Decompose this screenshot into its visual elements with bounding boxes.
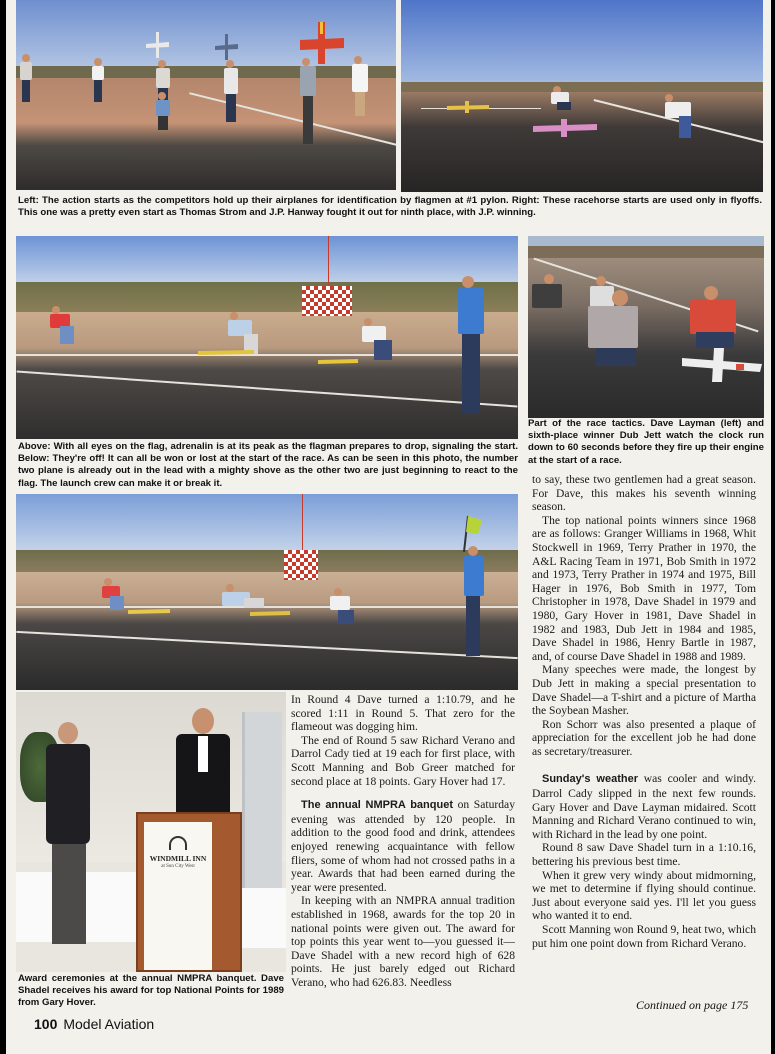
- paragraph: Many speeches were made, the longest by Dub Jett in making a special presentation to Dave Shadel—a T-shirt and a picture of Martha the Soybean Masher.: [532, 663, 756, 718]
- model-plane-icon: [196, 344, 256, 360]
- magazine-page: [6, 0, 771, 1054]
- model-plane-icon: [298, 20, 346, 66]
- model-plane-icon: [142, 30, 172, 60]
- paragraph-lead: Sunday's weather: [542, 773, 638, 786]
- paragraph: to say, these two gentlemen had a great season. For Dave, this makes his seventh winning season.: [532, 473, 756, 514]
- model-plane-icon: [316, 354, 360, 368]
- page-number: 100: [34, 1016, 58, 1032]
- model-plane-icon: [531, 118, 599, 138]
- caption-race-tactics: Part of the race tactics. Dave Layman (left) and sixth-place winner Dub Jett watch the clock run down to 60 seconds before they fire up their engine at the start of a race.: [528, 418, 764, 466]
- paragraph: Scott Manning won Round 9, heat two, which put him one point down from Richard Verano.: [532, 923, 756, 950]
- photo-flagmen-pylon: [16, 0, 396, 190]
- start-checker-board: [284, 550, 318, 580]
- paragraph: The top national points winners since 1968 are as follows: Granger Williams in 1968, Whit Stockwell in 1969, Terry Prather in 1970, the A&L Racing Team in 1971, Bob Smith in 1972 and 1973, Terry Prather in 1974 and 1975, Bill Hager in 1976, Bob Smith in 1977, Tom Christopher in 1978, Dave Shadel in 1979 and 1980, Gary Hover in 1981, Dave Shadel in 1982 and 1983, Dub Jett in 1984 and 1985, Dave Shadel in 1986, Henry Bartle in 1987, and, of course Dave Shadel in 1988 and 1989.: [532, 513, 756, 663]
- continued-note: Continued on page 175: [636, 998, 749, 1012]
- caption-top-photos: Left: The action starts as the competitors hold up their airplanes for identification by flagmen at #1 pylon. Right: These racehorse starts are used only in flyoffs. This one was a pretty even start as Thomas Strom and J.P. Hanway fought it out for ninth place, with J.P. winning.: [18, 195, 762, 219]
- model-plane-icon: [248, 606, 292, 620]
- model-plane-icon: [211, 32, 241, 62]
- paragraph: Ron Schorr was also presented a plaque of appreciation for the excellent job he had done as secretary/treasurer.: [532, 717, 756, 758]
- photo-race-tactics: [528, 236, 764, 418]
- paragraph-sunday: Sunday's weather was cooler and windy. Darrol Cady slipped in the next few rounds. Gary Hover and Dave Layman midaired. Scott Manning and Richard Verano continued to win, with Richard in the lead by one point.: [532, 772, 756, 841]
- paragraph: In Round 4 Dave turned a 1:10.79, and he scored 1:11 in Round 5. That zero for the flameout was dogging him.: [291, 693, 515, 734]
- podium-sign-title: WINDMILL INN: [149, 854, 207, 863]
- podium-sign-subtitle: at Sun City West: [161, 864, 195, 869]
- page-folio: [34, 1016, 154, 1032]
- flag-icon: [460, 512, 484, 552]
- paragraph: In keeping with an NMPRA annual tradition established in 1968, awards for the top 20 in national points were given out. The award for top points this year went to—you guessed it—Dave Shadel with a new record high of 628 points. He just barely edged out Richard Verano, who had 626.83. Needless: [291, 894, 515, 989]
- paragraph: When it grew very windy about midmorning, we met to determine if flying should continue. Just about everyone said yes. I'll let you guess who wanted it to end.: [532, 868, 756, 923]
- model-plane-icon: [126, 604, 172, 618]
- caption-middle-photos: Above: With all eyes on the flag, adrenalin is at its peak as the flagman prepares to drop, signaling the start. Below: They're off! It can all be won or lost at the start of the race. As can be seen in this photo, the number two plane is already out in the lead with a mighty shove as the other two are just beginning to react to the flag. The launch crew can make it or break it.: [18, 441, 518, 489]
- paragraph: Round 8 saw Dave Shadel turn in a 1:10.16, bettering his previous best time.: [532, 841, 756, 869]
- photo-flagman-ready: [16, 236, 518, 439]
- paragraph-lead: The annual NMPRA banquet: [301, 799, 453, 812]
- photo-banquet-award: [16, 692, 286, 972]
- article-column-2: [532, 473, 756, 950]
- paragraph: The end of Round 5 saw Richard Verano and Darrol Cady tied at 19 each for first place, with Scott Manning and Bob Greer matched for second place at 18 points. Gary Hover had 17.: [291, 733, 515, 788]
- start-checker-board: [302, 286, 352, 316]
- photo-racehorse-start: [401, 0, 763, 192]
- article-column-1: [291, 693, 515, 989]
- caption-banquet: Award ceremonies at the annual NMPRA banquet. Dave Shadel receives his award for top National Points for 1989 from Gary Hover.: [18, 973, 284, 1009]
- photo-race-start: [16, 494, 518, 690]
- model-plane-icon: [678, 344, 764, 384]
- paragraph-banquet: The annual NMPRA banquet on Saturday evening was attended by 120 people. In addition to the good food and drink, attendees enjoyed renewing acquaintance with fellow fliers, some of whom had not crossed paths in a year. Awards that had been earned during the year were presented.: [291, 798, 515, 894]
- podium: [136, 812, 242, 972]
- model-plane-icon: [445, 100, 491, 114]
- magazine-title: Model Aviation: [63, 1016, 155, 1032]
